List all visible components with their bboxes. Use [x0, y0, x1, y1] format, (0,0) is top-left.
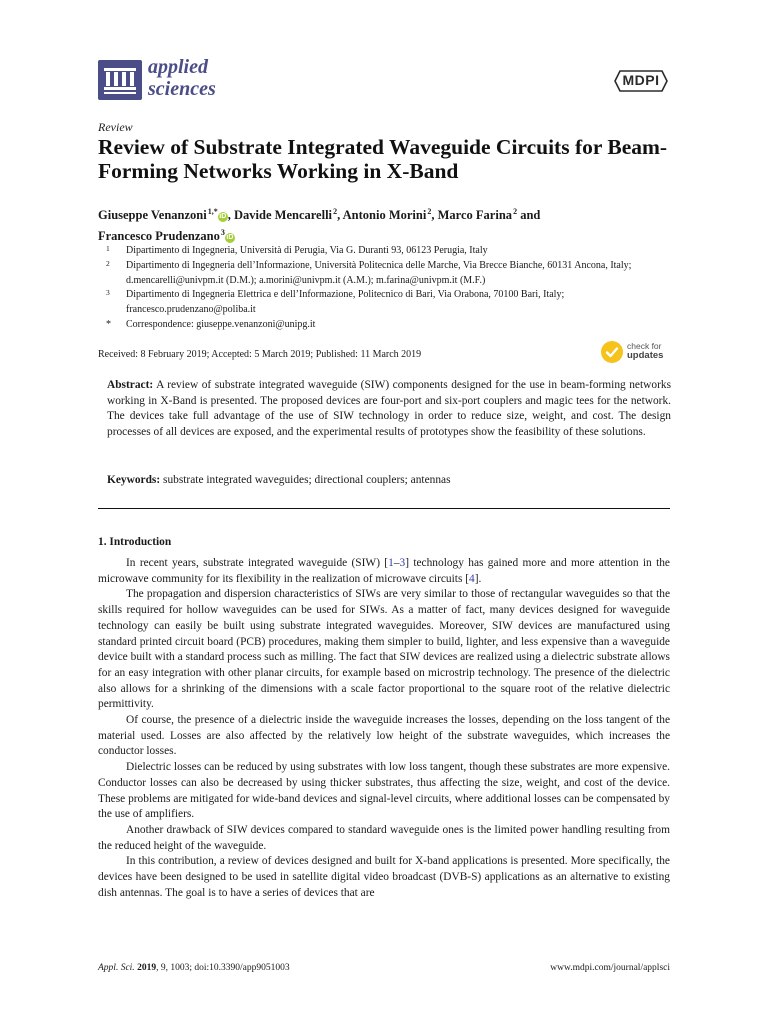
author-sup: 3: [220, 228, 225, 238]
affiliation-number: 1: [106, 244, 110, 253]
paper-title: Review of Substrate Integrated Waveguide Circuits for Beam-Forming Networks Working in X-Band: [98, 135, 668, 183]
citation-link[interactable]: 1: [388, 557, 394, 569]
author-name: Marco Farina: [437, 208, 513, 223]
affiliations: [98, 244, 678, 333]
affiliation-number: 3: [106, 288, 110, 298]
paragraph-text: In recent years, substrate integrated waveguide (SIW) [: [126, 557, 389, 569]
author-sup: 2: [513, 207, 518, 216]
author-name: Francesco Prudenzano: [98, 229, 220, 244]
author-name: Antonio Morini: [342, 208, 427, 223]
keywords-text: substrate integrated waveguides; directional couplers; antennas: [163, 474, 451, 486]
citation-dash: –: [393, 557, 400, 569]
author-name: Davide Mencarelli: [234, 208, 333, 223]
correspondence-mark: *: [106, 318, 111, 330]
check-for-updates-line2: updates: [627, 350, 664, 361]
paragraph: [98, 556, 670, 587]
paragraph-text: ] technology has gained more and more attention in the microwave community for its flexibility in the realization of microwave circuits [: [98, 557, 670, 585]
paragraph-text: ].: [474, 572, 482, 585]
journal-name-line2: sciences: [148, 78, 216, 100]
keywords: [107, 474, 671, 486]
correspondence-item: [98, 318, 678, 333]
paragraph: Another drawback of SIW devices compared to standard waveguide ones is the limited power handling resulting from the reduced height of the waveguide.: [98, 823, 670, 852]
orcid-icon[interactable]: iD: [219, 213, 227, 221]
paragraph: In this contribution, a review of devices designed and built for X-band applications is presented. More specifically, the devices have been designed to be used in satellite digital video broadcast (DVB-S) applications as an alternative to existing dish antennas. The goal is to have a series of devices that are: [98, 855, 670, 899]
check-for-updates-button[interactable]: [601, 340, 671, 364]
author-sup: 2: [333, 207, 338, 216]
body-text: [98, 556, 670, 901]
abstract-text: A review of substrate integrated waveguide (SIW) components designed for the use in beam-forming networks working in X-Band is presented. The proposed devices are four-port and six-port couplers and magic tees for the network. The devices take full advantage of the use of SIW technology in order to reduce size, weight, and cost. The design processes of all devices are exposed, and the experimental results of prototypes show the feasibility of these solutions.: [107, 379, 671, 438]
affiliation-text: Dipartimento di Ingegneria Elettrica e dell’Informazione, Politecnico di Bari, Via Orabona, 70100 Bari, Italy; francesco.prudenzano@poliba.it: [126, 289, 565, 316]
keywords-label: Keywords:: [107, 474, 161, 486]
section-heading: 1. Introduction: [98, 536, 172, 548]
author-list: Giuseppe Venanzoni $^{1,*}$iD , Davide Mencarelli $^2$, Antonio Morini $^2$, Marco Farina $^2$ and Francesco Prudenzano $^3$iD: [98, 207, 541, 244]
footer-doi: , 9, 1003; doi:10.3390/app9051003: [156, 963, 290, 973]
citation-link[interactable]: 4: [469, 572, 475, 585]
footer-journal-url[interactable]: www.mdpi.com/journal/applsci: [550, 963, 670, 973]
paragraph: Of course, the presence of a dielectric inside the waveguide increases the losses, depending on the loss tangent of the material used. Losses are also affected by the relatively low height of the substrate waveguides, which increases the conductor losses.: [98, 714, 670, 758]
affiliation-item: [98, 288, 678, 318]
author-and: and: [520, 208, 541, 223]
affiliation-item: [98, 259, 678, 289]
abstract: [107, 378, 671, 440]
footer-year: 2019: [137, 963, 157, 973]
check-for-updates-icon: [601, 341, 623, 363]
publication-dates: Received: 8 February 2019; Accepted: 5 March 2019; Published: 11 March 2019: [98, 349, 422, 360]
footer-citation: [98, 963, 290, 973]
correspondence-text: Correspondence: giuseppe.venanzoni@unipg.it: [126, 318, 316, 330]
journal-name-line1: applied: [148, 56, 208, 78]
orcid-icon[interactable]: iD: [226, 234, 234, 242]
paragraph: Dielectric losses can be reduced by using substrates with low loss tangent, though these substrates are more expensive. Conductor losses can also be decreased by using thicker substrates, thus affecting the size, weight, and cost of the device. These problems are mitigated for wide-band devices and signal-level circuits, where additional losses can be compensated by the use of amplifiers.: [98, 761, 670, 821]
author-sup: 1,*: [207, 207, 218, 216]
journal-name: [148, 56, 216, 100]
affiliation-item: [98, 244, 678, 259]
abstract-label: Abstract:: [107, 379, 154, 391]
footer-journal: Appl. Sci.: [98, 963, 135, 973]
author-name: Giuseppe Venanzoni: [98, 208, 207, 223]
article-type: Review: [98, 120, 133, 134]
citation-link[interactable]: 3: [399, 557, 406, 569]
journal-logo: [98, 60, 142, 100]
mdpi-logo-text: MDPI: [622, 72, 660, 88]
paragraph: The propagation and dispersion characteristics of SIWs are very similar to those of rectangular waveguides so that the skills required for hollow waveguides can be used for SIWs. As a matter of fact, many devices designed for waveguide technology can easily be built using substrate integrated waveguides. Moreover, SIW devices are manufactured using standard printed circuit board (PCB) procedures, making them simpler to build, lighter, and less expensive than a waveguide device built with a standard process such as milling. The fact that SIW devices are realized using a dielectric substrate allows for an easy integration with other planar circuits, for example based on microstrip technology. The presence of the dielectric also allows for a shrinking of the dimensions with a scale factor proportional to the square root of the relative dielectric permittivity.: [98, 588, 670, 711]
section-divider: [98, 508, 670, 509]
check-for-updates-line1: check for: [627, 341, 662, 351]
author-sup: 2: [427, 207, 432, 216]
affiliation-text: Dipartimento di Ingegneria dell’Informazione, Università Politecnica delle Marche, Via Brecce Bianche, 60131 Ancona, Italy; d.mencarelli@univpm.it (D.M.); a.morini@univpm.it (A.M.); m.farina@univpm.it (M.F.): [126, 259, 632, 286]
affiliation-text: Dipartimento di Ingegneria, Università di Perugia, Via G. Duranti 93, 06123 Perugia, Italy: [126, 245, 488, 256]
affiliation-number: 2: [106, 258, 110, 268]
mdpi-logo: [614, 69, 668, 93]
